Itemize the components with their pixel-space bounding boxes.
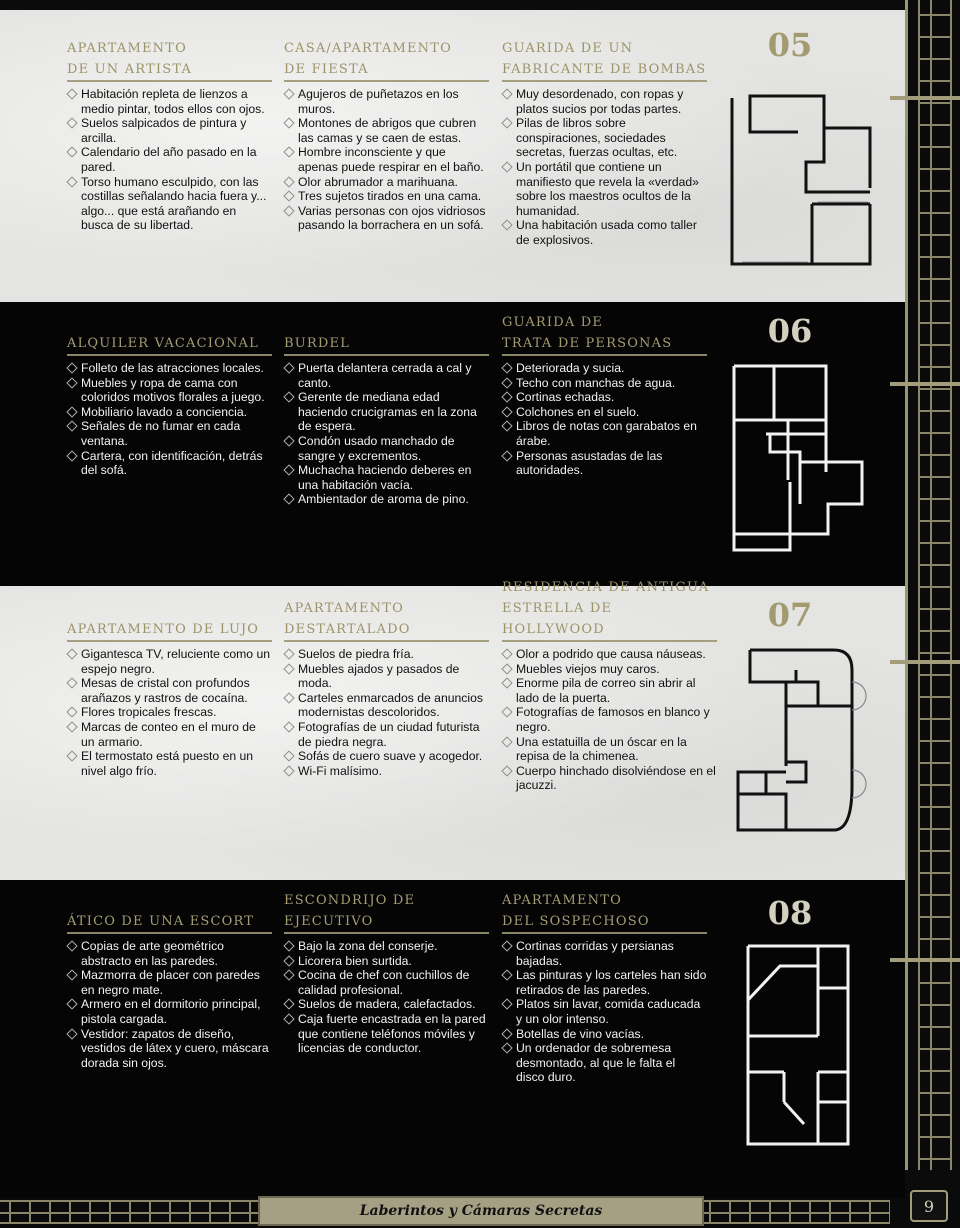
list-item: Vestidor: zapatos de diseño, vestidos de látex y cuero, máscara dorada sin ojos. (67, 1027, 272, 1071)
list-item: Señales de no fumar en cada ventana. (67, 419, 272, 448)
list-item: Enorme pila de correo sin abrir al lado de la puerta. (502, 676, 717, 705)
list-item: Olor a podrido que causa náuseas. (502, 647, 717, 662)
footer-pattern-right (700, 1200, 890, 1224)
column-title: GUARIDA DE UN FABRICANTE DE BOMBAS (502, 38, 707, 82)
column-title: ALQUILER VACACIONAL (67, 312, 272, 356)
list-item: Tres sujetos tirados en una cama. (284, 189, 489, 204)
column-title: CASA/APARTAMENTO DE FIESTA (284, 38, 489, 82)
page-footer (0, 1198, 960, 1228)
list-item: Carteles enmarcados de anuncios modernistas descoloridos. (284, 691, 489, 720)
border-connector (890, 958, 960, 962)
list-item: Cocina de chef con cuchillos de calidad profesional. (284, 968, 489, 997)
page-number: 9 (910, 1190, 948, 1222)
item-list (502, 647, 717, 793)
column-title: ESCONDRIJO DE EJECUTIVO (284, 890, 489, 934)
border-connector (890, 660, 960, 664)
list-item: Un portátil que contiene un manifiesto que revela la «verdad» sobre los maestros ocultos de la humanidad. (502, 160, 707, 218)
list-item: Sofás de cuero suave y acogedor. (284, 749, 489, 764)
list-item: Mesas de cristal con profundos arañazos y rastros de cocaína. (67, 676, 272, 705)
list-item: Suelos de madera, calefactados. (284, 997, 489, 1012)
column-suspect-apartment (502, 890, 707, 1085)
list-item: Varias personas con ojos vidriosos pasando la borrachera en un sofá. (284, 204, 489, 233)
column-escort-penthouse (67, 890, 272, 1070)
list-item: Personas asustadas de las autoridades. (502, 449, 707, 478)
section-08 (0, 880, 905, 1198)
section-number: 08 (767, 894, 813, 932)
column-title: APARTAMENTO DEL SOSPECHOSO (502, 890, 707, 934)
list-item: Mobiliario lavado a conciencia. (67, 405, 272, 420)
list-item: Muebles y ropa de cama con coloridos motivos florales a juego. (67, 376, 272, 405)
border-pattern (918, 0, 952, 1170)
list-item: Bajo la zona del conserje. (284, 939, 489, 954)
column-luxury-apartment (67, 598, 272, 778)
section-number: 07 (767, 596, 813, 634)
column-title: BURDEL (284, 312, 489, 356)
floor-plan-07 (734, 646, 876, 836)
list-item: Suelos de piedra fría. (284, 647, 489, 662)
item-list (67, 87, 272, 233)
list-item: Suelos salpicados de pintura y arcilla. (67, 116, 272, 145)
column-executive-hideout (284, 890, 489, 1056)
column-title: APARTAMENTO DESTARTALADO (284, 598, 489, 642)
column-brothel (284, 312, 489, 507)
list-item: Armero en el dormitorio principal, pistola cargada. (67, 997, 272, 1026)
item-list (67, 939, 272, 1070)
list-item: Caja fuerte encastrada en la pared que contiene teléfonos móviles y licencias de conductor. (284, 1012, 489, 1056)
list-item: Muebles ajados y pasados de moda. (284, 662, 489, 691)
list-item: El termostato está puesto en un nivel algo frío. (67, 749, 272, 778)
list-item: Mazmorra de placer con paredes en negro mate. (67, 968, 272, 997)
list-item: Cortinas corridas y persianas bajadas. (502, 939, 707, 968)
list-item: Libros de notas con garabatos en árabe. (502, 419, 707, 448)
column-title: APARTAMENTO DE LUJO (67, 598, 272, 642)
list-item: Cortinas echadas. (502, 390, 707, 405)
border-connector (890, 96, 960, 100)
list-item: Fotografías de un ciudad futurista de piedra negra. (284, 720, 489, 749)
list-item: Botellas de vino vacías. (502, 1027, 707, 1042)
list-item: Colchones en el suelo. (502, 405, 707, 420)
list-item: Habitación repleta de lienzos a medio pintar, todos ellos con ojos. (67, 87, 272, 116)
column-title: GUARIDA DE TRATA DE PERSONAS (502, 312, 707, 356)
section-07 (0, 580, 905, 880)
list-item: Montones de abrigos que cubren las camas y se caen de estas. (284, 116, 489, 145)
list-item: Cuerpo hinchado disolviéndose en el jacuzzi. (502, 764, 717, 793)
list-item: Condón usado manchado de sangre y excrementos. (284, 434, 489, 463)
list-item: Muebles viejos muy caros. (502, 662, 717, 677)
section-number: 05 (767, 26, 813, 64)
list-item: Las pinturas y los carteles han sido retirados de las paredes. (502, 968, 707, 997)
list-item: Flores tropicales frescas. (67, 705, 272, 720)
column-hollywood-residence (502, 580, 717, 793)
column-trafficking-lair (502, 312, 707, 478)
list-item: Puerta delantera cerrada a cal y canto. (284, 361, 489, 390)
item-list (502, 361, 707, 478)
list-item: Hombre inconsciente y que apenas puede respirar en el baño. (284, 145, 489, 174)
section-number: 06 (767, 312, 813, 350)
list-item: Olor abrumador a marihuana. (284, 175, 489, 190)
column-rundown-apartment (284, 598, 489, 778)
border-connector (890, 382, 960, 386)
item-list (284, 361, 489, 507)
item-list (502, 939, 707, 1085)
column-title: APARTAMENTO DE UN ARTISTA (67, 38, 272, 82)
section-06 (0, 302, 905, 586)
item-list (284, 939, 489, 1056)
list-item: Muy desordenado, con ropas y platos sucios por todas partes. (502, 87, 707, 116)
column-party-house (284, 38, 489, 233)
list-item: Licorera bien surtida. (284, 954, 489, 969)
list-item: Una habitación usada como taller de explosivos. (502, 218, 707, 247)
item-list (284, 87, 489, 233)
list-item: Un ordenador de sobremesa desmontado, al que le falta el disco duro. (502, 1041, 707, 1085)
section-05 (0, 10, 905, 302)
floor-plan-08 (744, 942, 852, 1148)
item-list (502, 87, 707, 248)
column-vacation-rental (67, 312, 272, 478)
floor-plan-05 (728, 92, 876, 272)
list-item: Gerente de mediana edad haciendo crucigramas en la zona de espera. (284, 390, 489, 434)
list-item: Torso humano esculpido, con las costillas señalando hacia fuera y... algo... que está arañando en busca de su libertad. (67, 175, 272, 233)
list-item: Pilas de libros sobre conspiraciones, sociedades secretas, fuerzas ocultas, etc. (502, 116, 707, 160)
item-list (67, 647, 272, 778)
list-item: Platos sin lavar, comida caducada y un olor intenso. (502, 997, 707, 1026)
book-title: Laberintos y Cámaras Secretas (258, 1196, 704, 1226)
list-item: Folleto de las atracciones locales. (67, 361, 272, 376)
column-title: RESIDENCIA DE ANTIGUA ESTRELLA DE HOLLYWOOD (502, 598, 717, 642)
list-item: Techo con manchas de agua. (502, 376, 707, 391)
list-item: Gigantesca TV, reluciente como un espejo negro. (67, 647, 272, 676)
greek-key-border (905, 0, 960, 1170)
column-artist-apartment (67, 38, 272, 233)
list-item: Muchacha haciendo deberes en una habitación vacía. (284, 463, 489, 492)
floor-plan-06 (730, 362, 870, 554)
list-item: Agujeros de puñetazos en los muros. (284, 87, 489, 116)
list-item: Calendario del año pasado en la pared. (67, 145, 272, 174)
item-list (67, 361, 272, 478)
list-item: Fotografías de famosos en blanco y negro. (502, 705, 717, 734)
list-item: Deteriorada y sucia. (502, 361, 707, 376)
footer-pattern-left (0, 1200, 258, 1224)
list-item: Wi-Fi malísimo. (284, 764, 489, 779)
column-title: ÁTICO DE UNA ESCORT (67, 890, 272, 934)
list-item: Marcas de conteo en el muro de un armario. (67, 720, 272, 749)
list-item: Copias de arte geométrico abstracto en las paredes. (67, 939, 272, 968)
column-bomb-maker-lair (502, 38, 707, 248)
item-list (284, 647, 489, 778)
list-item: Cartera, con identificación, detrás del sofá. (67, 449, 272, 478)
list-item: Ambientador de aroma de pino. (284, 492, 489, 507)
list-item: Una estatuilla de un óscar en la repisa de la chimenea. (502, 735, 717, 764)
